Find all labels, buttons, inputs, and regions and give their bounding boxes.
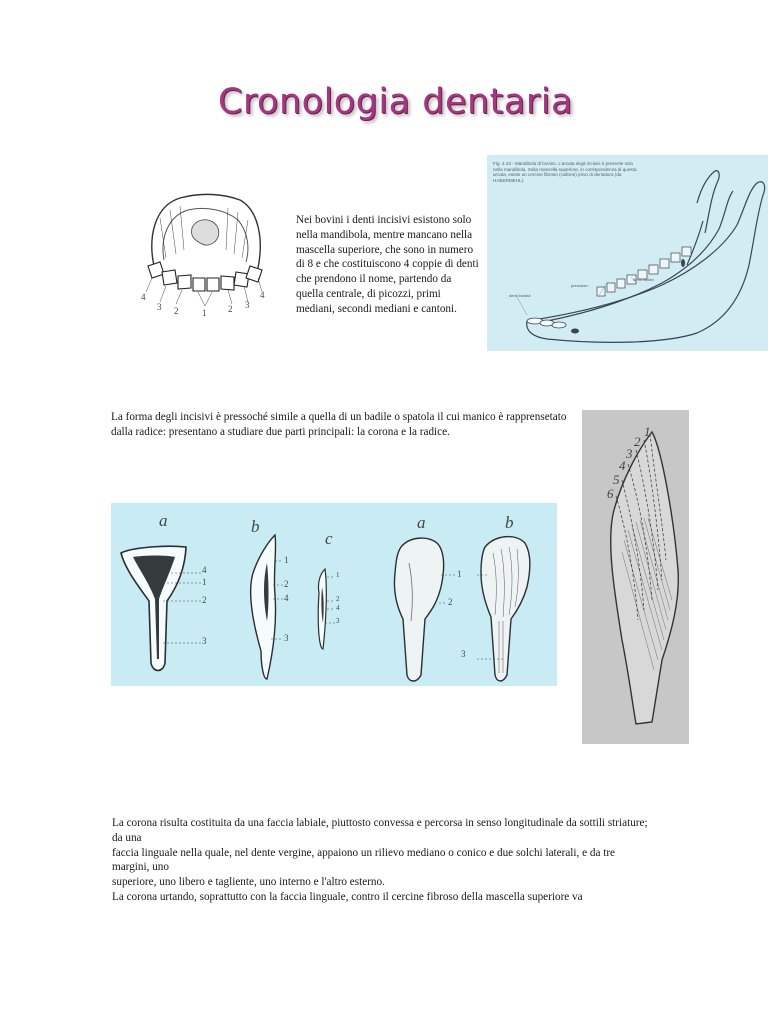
section-a-number: 4 xyxy=(202,565,207,575)
arcade-label: 2 xyxy=(228,304,233,314)
arcade-label: 3 xyxy=(245,300,250,310)
profile-label: 2 xyxy=(634,434,641,449)
section-a-number: 3 xyxy=(202,636,207,646)
mandible-label: denti molari xyxy=(633,277,654,282)
section-b-number: 3 xyxy=(284,633,289,643)
section-b-number: 2 xyxy=(284,579,289,589)
crown-line: La corona urtando, soprattutto con la faccia linguale, contro il cercine fibroso della mascella superiore va xyxy=(112,890,583,903)
section-a-number: 2 xyxy=(202,595,207,605)
shape-paragraph: La forma degli incisivi è pressoché simile a quella di un badile o spatola il cui manico è rapprensetato dalla radice: presentano a studiare due parti principali: la corona e la radice. xyxy=(111,411,567,438)
mandible-figure xyxy=(487,155,768,351)
profile-label: 4 xyxy=(619,458,626,473)
teeth-sections-figure xyxy=(111,503,557,686)
mandible-drawing xyxy=(487,155,768,351)
profile-label: 3 xyxy=(626,446,633,461)
intro-paragraph: Nei bovini i denti incisivi esistono solo nella mandibola, mentre mancano nella mascella superiore, che sono in numero di 8 e che costituiscono 4 coppie di denti che prendono il nome, partendo da quella centrale, di picozzi, primi mediani, secondi mediani e cantoni. xyxy=(296,214,479,315)
crown-line: La corona risulta costituita da una faccia labiale, piuttosto convessa e percorsa in senso longitudinale da sottili striature; da una xyxy=(112,817,648,844)
section-c-number: 3 xyxy=(336,617,340,625)
section-d-number: 1 xyxy=(457,569,462,579)
section-letter: a xyxy=(417,513,426,532)
section-letter: c xyxy=(325,529,333,548)
crown-line: faccia linguale nella quale, nel dente vergine, appaiono un rilievo mediano o conico e due solchi laterali, e da tre margini, uno xyxy=(112,846,616,874)
section-d-number: 2 xyxy=(448,597,453,607)
crown-paragraph xyxy=(112,816,652,905)
mandible-label: denti incisivi xyxy=(509,293,531,298)
section-c-number: 4 xyxy=(336,604,340,612)
section-b-number: 1 xyxy=(284,555,289,565)
section-letter: b xyxy=(505,513,514,532)
profile-label: 6 xyxy=(607,486,614,501)
tooth-profile-figure xyxy=(582,410,689,744)
section-d-number: 3 xyxy=(461,649,466,659)
section-c-number: 2 xyxy=(336,595,340,603)
section-a-number: 1 xyxy=(202,577,207,587)
arcade-label: 4 xyxy=(141,292,146,302)
section-c-number: 1 xyxy=(336,571,340,579)
page-title: Cronologia dentaria xyxy=(218,82,573,122)
section-b-number: 4 xyxy=(284,593,289,603)
arcade-label: 1 xyxy=(202,308,207,318)
mandible-label: premolari xyxy=(571,283,588,288)
section-letter: a xyxy=(159,511,168,530)
crown-line: superiore, uno libero e tagliente, uno interno e l'altro esterno. xyxy=(112,876,385,889)
profile-label: 1 xyxy=(644,424,651,439)
incisor-arcade-figure xyxy=(140,188,270,324)
arcade-label: 3 xyxy=(157,302,162,312)
mandible-caption: Fig. 4.43 - Mandibola di bovino. L'arcata degli incisivi è presente solo nella mandibola. Sulla mascella superiore, in corrispondenza di questa arcata, esiste un cercine fibroso (callone) privo di dentatura (da HABERMEHL). xyxy=(493,161,637,183)
tooth-profile-drawing xyxy=(582,410,689,744)
teeth-sections-drawing xyxy=(111,503,557,686)
arcade-label: 2 xyxy=(174,306,179,316)
section-letter: b xyxy=(251,517,260,536)
arcade-label: 4 xyxy=(260,290,265,300)
profile-label: 5 xyxy=(613,472,620,487)
